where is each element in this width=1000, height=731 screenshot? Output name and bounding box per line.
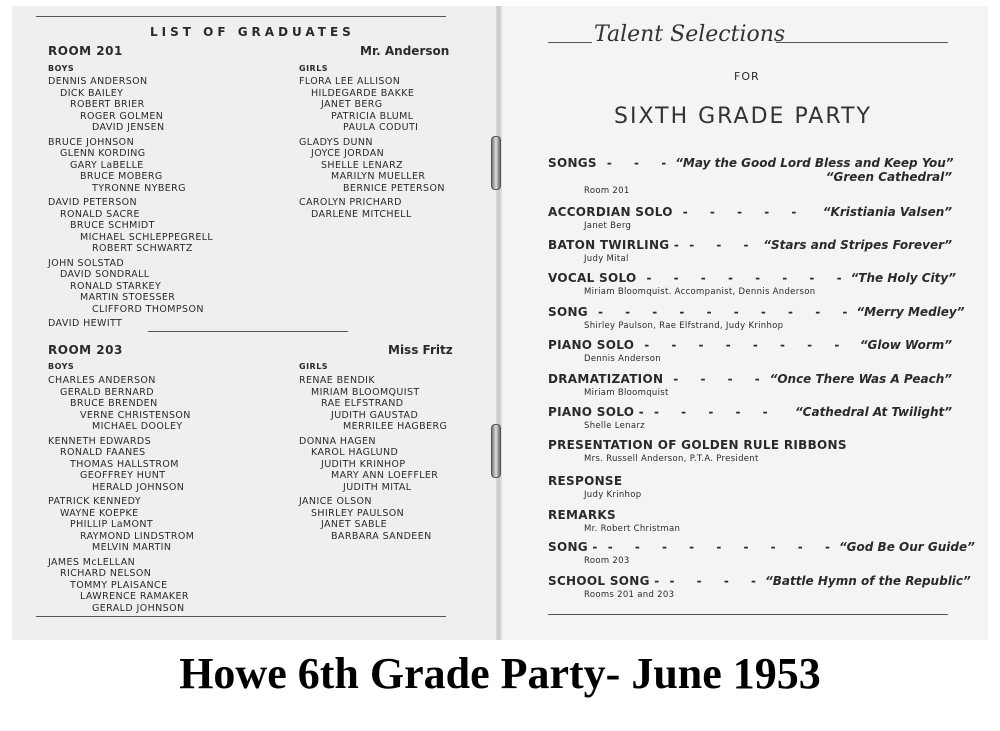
- title-rule-right: [776, 42, 948, 43]
- program-performers: Miriam Bloomquist. Accompanist, Dennis Anderson: [584, 287, 816, 297]
- program-selection: “Kristiania Valsen”: [822, 205, 952, 219]
- leader-dashes: - - - - - - - - - -: [597, 305, 857, 319]
- leader-dashes: - - -: [606, 156, 676, 170]
- program-selection: “Cathedral At Twilight”: [794, 405, 952, 419]
- program-act: SCHOOL SONG -: [548, 574, 660, 588]
- program-item: [548, 338, 952, 364]
- program-act: BATON TWIRLING -: [548, 238, 680, 252]
- graduate-name: JANET BERG: [321, 99, 383, 110]
- graduate-name: WAYNE KOEPKE: [60, 507, 139, 519]
- room-201-girls-label: GIRLS: [299, 64, 329, 73]
- program-item: [548, 474, 952, 500]
- graduate-name: BARBARA SANDEEN: [331, 530, 432, 542]
- program-item: [548, 574, 971, 600]
- graduate-name: JUDITH MITAL: [343, 481, 412, 493]
- graduate-name: ROBERT SCHWARTZ: [92, 243, 193, 254]
- graduate-name: RONALD FAANES: [60, 447, 146, 458]
- room-203-girls-label: GIRLS: [299, 362, 329, 371]
- program-performers: Mr. Robert Christman: [584, 524, 681, 534]
- graduate-name: HERALD JOHNSON: [92, 481, 185, 493]
- graduate-name: MICHAEL SCHLEPPEGRELL: [80, 231, 214, 243]
- program-item: [548, 540, 975, 566]
- graduate-name: FLORA LEE ALLISON: [299, 76, 401, 87]
- room-201-teacher: Mr. Anderson: [360, 44, 450, 58]
- graduate-name: MELVIN MARTIN: [92, 542, 172, 553]
- program-selection-second: “Green Cathedral”: [825, 170, 952, 184]
- program-act: DRAMATIZATION: [548, 372, 664, 386]
- graduate-name: JOHN SOLSTAD: [48, 257, 125, 269]
- leader-dashes: - - - - - - - - -: [607, 540, 839, 554]
- program-act: RESPONSE: [548, 474, 623, 488]
- program-act: SONGS: [548, 156, 597, 170]
- program-performers: Judy Krinhop: [584, 490, 642, 500]
- program-selection: “Glow Worm”: [859, 338, 952, 352]
- graduate-name: RENAE BENDIK: [299, 375, 376, 386]
- program-selection: “Merry Medley”: [856, 305, 965, 319]
- graduate-name: PHILLIP LaMONT: [70, 519, 154, 530]
- leader-dashes: - - -: [689, 238, 758, 252]
- center-fold: [496, 6, 502, 640]
- graduate-name: BRUCE SCHMIDT: [70, 220, 155, 231]
- program-performers: Room 201: [584, 186, 630, 196]
- graduate-name: DAVID JENSEN: [92, 122, 165, 133]
- graduate-name: BERNICE PETERSON: [343, 182, 445, 194]
- program-item: [548, 205, 952, 231]
- graduate-name: DENNIS ANDERSON: [48, 76, 148, 87]
- graduate-name: TOMMY PLAISANCE: [70, 579, 168, 591]
- program-performers: Miriam Bloomquist: [584, 388, 669, 398]
- room-201-girls-list: [299, 76, 445, 220]
- leader-dashes: - - - - - - - -: [646, 271, 851, 285]
- room-201-boys-label: BOYS: [48, 64, 75, 73]
- graduate-name: CHARLES ANDERSON: [48, 375, 156, 386]
- program-act: REMARKS: [548, 508, 616, 522]
- graduate-name: MARILYN MUELLER: [331, 171, 426, 182]
- graduate-name: JUDITH KRINHOP: [321, 458, 406, 470]
- leader-dashes: - - - -: [669, 574, 765, 588]
- leader-dashes: - - - - -: [682, 205, 806, 219]
- graduate-name: DAVID SONDRALL: [60, 269, 150, 280]
- program-item: [548, 271, 956, 297]
- graduate-name: HILDEGARDE BAKKE: [311, 87, 415, 99]
- leader-dashes: - - - - -: [654, 405, 777, 419]
- graduate-name: LAWRENCE RAMAKER: [80, 591, 189, 602]
- program-act: PIANO SOLO -: [548, 405, 644, 419]
- graduate-name: VERNE CHRISTENSON: [80, 409, 191, 421]
- graduate-name: MERRILEE HAGBERG: [343, 421, 448, 432]
- mid-rule-left: [148, 331, 348, 332]
- graduate-name: BRUCE BRENDEN: [70, 398, 158, 409]
- program-act: ACCORDIAN SOLO: [548, 205, 673, 219]
- graduate-name: MARY ANN LOEFFLER: [331, 470, 439, 481]
- graduate-name: KENNETH EDWARDS: [48, 435, 152, 447]
- program-item: [548, 372, 952, 398]
- talent-selections-title: Talent Selections: [594, 22, 786, 47]
- graduate-name: DICK BAILEY: [60, 87, 124, 99]
- title-rule-left: [548, 42, 592, 43]
- leader-dashes: - - - - - - - -: [644, 338, 849, 352]
- top-rule-left: [36, 16, 446, 17]
- graduate-name: CAROLYN PRICHARD: [299, 197, 402, 208]
- graduate-name: SHIRLEY PAULSON: [311, 507, 405, 519]
- bottom-rule-right: [548, 614, 948, 615]
- graduate-name: BRUCE MOBERG: [80, 171, 163, 182]
- graduate-name: MICHAEL DOOLEY: [92, 421, 183, 432]
- graduate-name: GLENN KORDING: [60, 148, 146, 159]
- event-title: SIXTH GRADE PARTY: [614, 104, 872, 129]
- graduate-name: MARTIN STOESSER: [80, 292, 176, 303]
- graduates-header: LIST OF GRADUATES: [150, 25, 355, 39]
- graduate-name: RAE ELFSTRAND: [321, 398, 404, 409]
- program-performers: Shirley Paulson, Rae Elfstrand, Judy Krinhop: [584, 321, 784, 331]
- graduate-name: TYRONNE NYBERG: [92, 182, 186, 194]
- program-performers: Mrs. Russell Anderson, P.T.A. President: [584, 454, 759, 464]
- program-performers: Judy Mital: [584, 254, 629, 264]
- program-act: SONG -: [548, 540, 598, 554]
- for-label: FOR: [734, 70, 760, 83]
- room-203-teacher: Miss Fritz: [388, 343, 453, 357]
- graduate-name: ROGER GOLMEN: [80, 110, 164, 122]
- photo-caption: Howe 6th Grade Party- June 1953: [179, 649, 821, 698]
- graduate-name: GARY LaBELLE: [70, 159, 144, 171]
- leader-dashes: - - - -: [673, 372, 769, 386]
- program-performers: Janet Berg: [584, 221, 632, 231]
- graduate-name: JANET SABLE: [321, 519, 387, 530]
- program-item: [548, 508, 952, 534]
- graduate-name: PATRICIA BLUML: [331, 110, 414, 122]
- program-selection: “God Be Our Guide”: [838, 540, 975, 554]
- program-act: SONG: [548, 305, 588, 319]
- staple-bottom: [491, 424, 501, 478]
- program-selection: “May the Good Lord Bless and Keep You”: [675, 156, 954, 170]
- graduate-name: GLADYS DUNN: [299, 136, 373, 148]
- room-203-heading: ROOM 203: [48, 343, 123, 357]
- program-item: [548, 405, 952, 431]
- room-203-boys-label: BOYS: [48, 362, 75, 371]
- program-performers: Rooms 201 and 203: [584, 590, 675, 600]
- graduate-name: JUDITH GAUSTAD: [331, 409, 419, 421]
- graduate-name: PATRICK KENNEDY: [48, 496, 142, 507]
- graduate-name: GERALD BERNARD: [60, 386, 154, 398]
- program-selection: “The Holy City”: [850, 271, 956, 285]
- program-act: PRESENTATION OF GOLDEN RULE RIBBONS: [548, 438, 847, 452]
- room-203-girls-list: [299, 375, 447, 542]
- graduate-name: RONALD STARKEY: [70, 280, 162, 292]
- program-act: VOCAL SOLO: [548, 271, 637, 285]
- graduate-name: DONNA HAGEN: [299, 435, 376, 447]
- graduate-name: CLIFFORD THOMPSON: [92, 303, 204, 315]
- program-item: [548, 156, 952, 196]
- graduate-name: GERALD JOHNSON: [92, 602, 185, 614]
- bottom-rule-left: [36, 616, 446, 617]
- graduate-name: GEOFFREY HUNT: [80, 470, 166, 481]
- program-selection: “Stars and Stripes Forever”: [763, 238, 952, 252]
- graduate-name: BRUCE JOHNSON: [48, 136, 135, 148]
- graduate-name: JOYCE JORDAN: [311, 148, 385, 159]
- graduate-name: DARLENE MITCHELL: [311, 208, 412, 220]
- graduate-name: THOMAS HALLSTROM: [70, 458, 179, 470]
- room-201-boys-list: [48, 76, 213, 330]
- program-item: [548, 438, 952, 464]
- graduate-name: DAVID HEWITT: [48, 318, 123, 329]
- room-201-heading: ROOM 201: [48, 44, 123, 58]
- graduate-name: RAYMOND LINDSTROM: [80, 530, 195, 542]
- graduate-name: ROBERT BRIER: [70, 99, 145, 110]
- program-item: [548, 305, 965, 331]
- program-performers: Room 203: [584, 556, 630, 566]
- graduate-name: RICHARD NELSON: [60, 568, 152, 579]
- staple-top: [491, 136, 501, 190]
- program-selection: “Battle Hymn of the Republic”: [764, 574, 971, 588]
- graduate-name: JAMES McLELLAN: [48, 556, 136, 568]
- graduate-name: SHELLE LENARZ: [321, 159, 403, 171]
- graduate-name: PAULA CODUTI: [343, 122, 419, 133]
- program-performers: Shelle Lenarz: [584, 421, 645, 431]
- program-act: PIANO SOLO: [548, 338, 635, 352]
- program-performers: Dennis Anderson: [584, 354, 661, 364]
- graduate-name: DAVID PETERSON: [48, 197, 138, 208]
- graduate-name: RONALD SACRE: [60, 208, 140, 220]
- program-selection: “Once There Was A Peach”: [769, 372, 952, 386]
- graduate-name: KAROL HAGLUND: [311, 447, 399, 458]
- graduate-name: JANICE OLSON: [299, 496, 372, 507]
- program-item: [548, 238, 952, 264]
- room-203-boys-list: [48, 375, 194, 614]
- graduate-name: MIRIAM BLOOMQUIST: [311, 386, 420, 398]
